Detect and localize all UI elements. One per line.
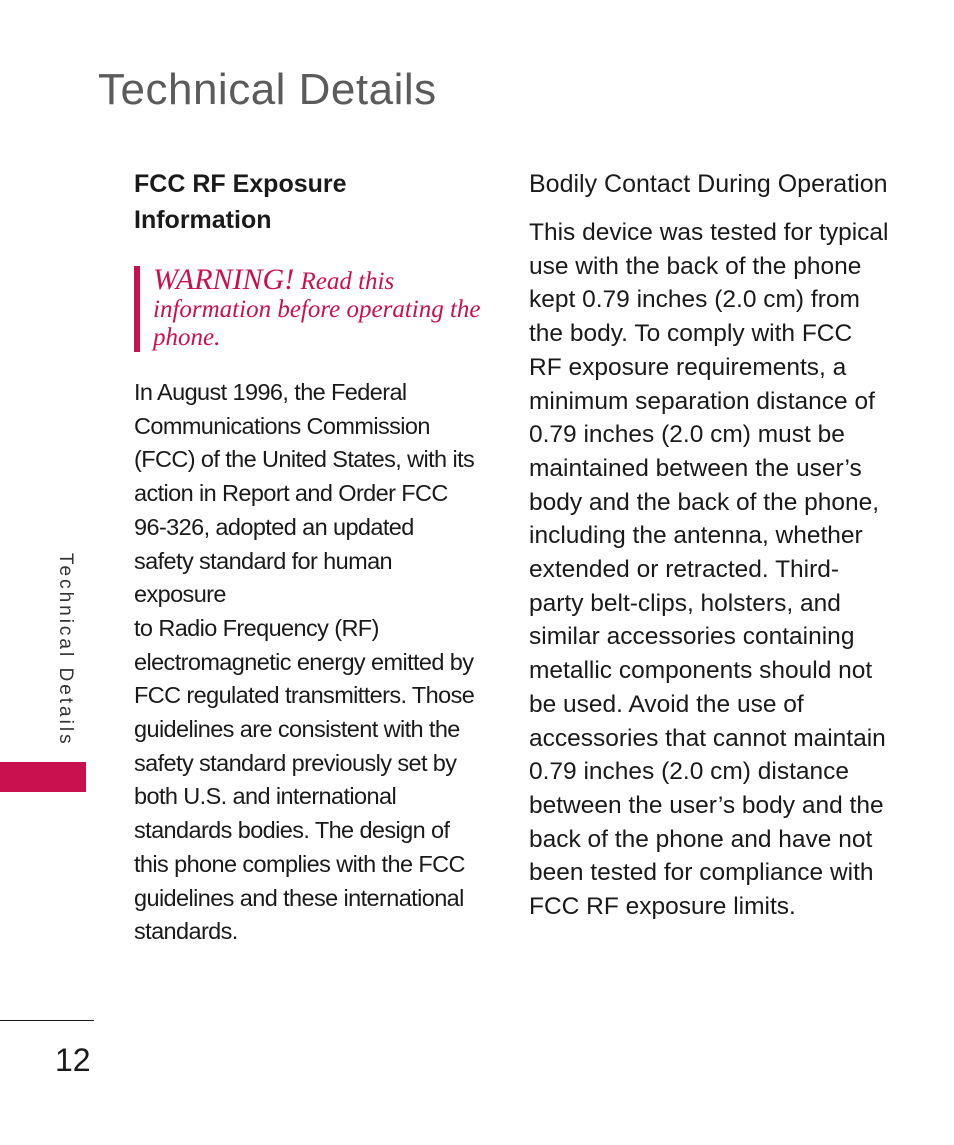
footer-divider [0, 1020, 94, 1021]
page-title: Technical Details [98, 65, 437, 114]
right-column [529, 166, 889, 924]
bodily-contact-heading: Bodily Contact During Operation [529, 170, 888, 198]
bodily-contact-body: This device was tested for typical use with the back of the phone kept 0.79 inches (2.0 cm) from the body. To comply with FCC RF exposure requirements, a minimum separation distance of 0.79 inches (2.0 cm) must be maintained between the user’s body and the back of the phone, including the antenna, whether extended or retracted. Third- party belt-clips, holsters, and similar accessories containing metallic components should not be used. Avoid the use of accessories that cannot maintain 0.79 inches (2.0 cm) distance between the user’s body and the back of the phone and have not been tested for compliance with FCC RF exposure limits. [529, 219, 889, 921]
warning-callout [134, 263, 484, 352]
page-number: 12 [55, 1042, 91, 1078]
side-tab-marker [0, 762, 86, 792]
fcc-rf-exposure-body: In August 1996, the Federal Communications Commission (FCC) of the United States, with its action in Report and Order FCC 96-326, adopted an updated safety standard for human exposure to Radio Frequency (RF) electromagnetic energy emitted by FCC regulated transmitters. Those guidelines are consistent with the safety standard previously set by both U.S. and international standards bodies. The design of this phone complies with the FCC guidelines and these international standards. [134, 379, 475, 945]
side-tab-label: Technical Details [55, 553, 76, 747]
left-column [134, 166, 484, 949]
fcc-rf-exposure-heading: FCC RF Exposure Information [134, 170, 347, 234]
warning-label: WARNING! [153, 263, 295, 296]
warning-text: Read this information before operating the phone. [153, 268, 481, 351]
